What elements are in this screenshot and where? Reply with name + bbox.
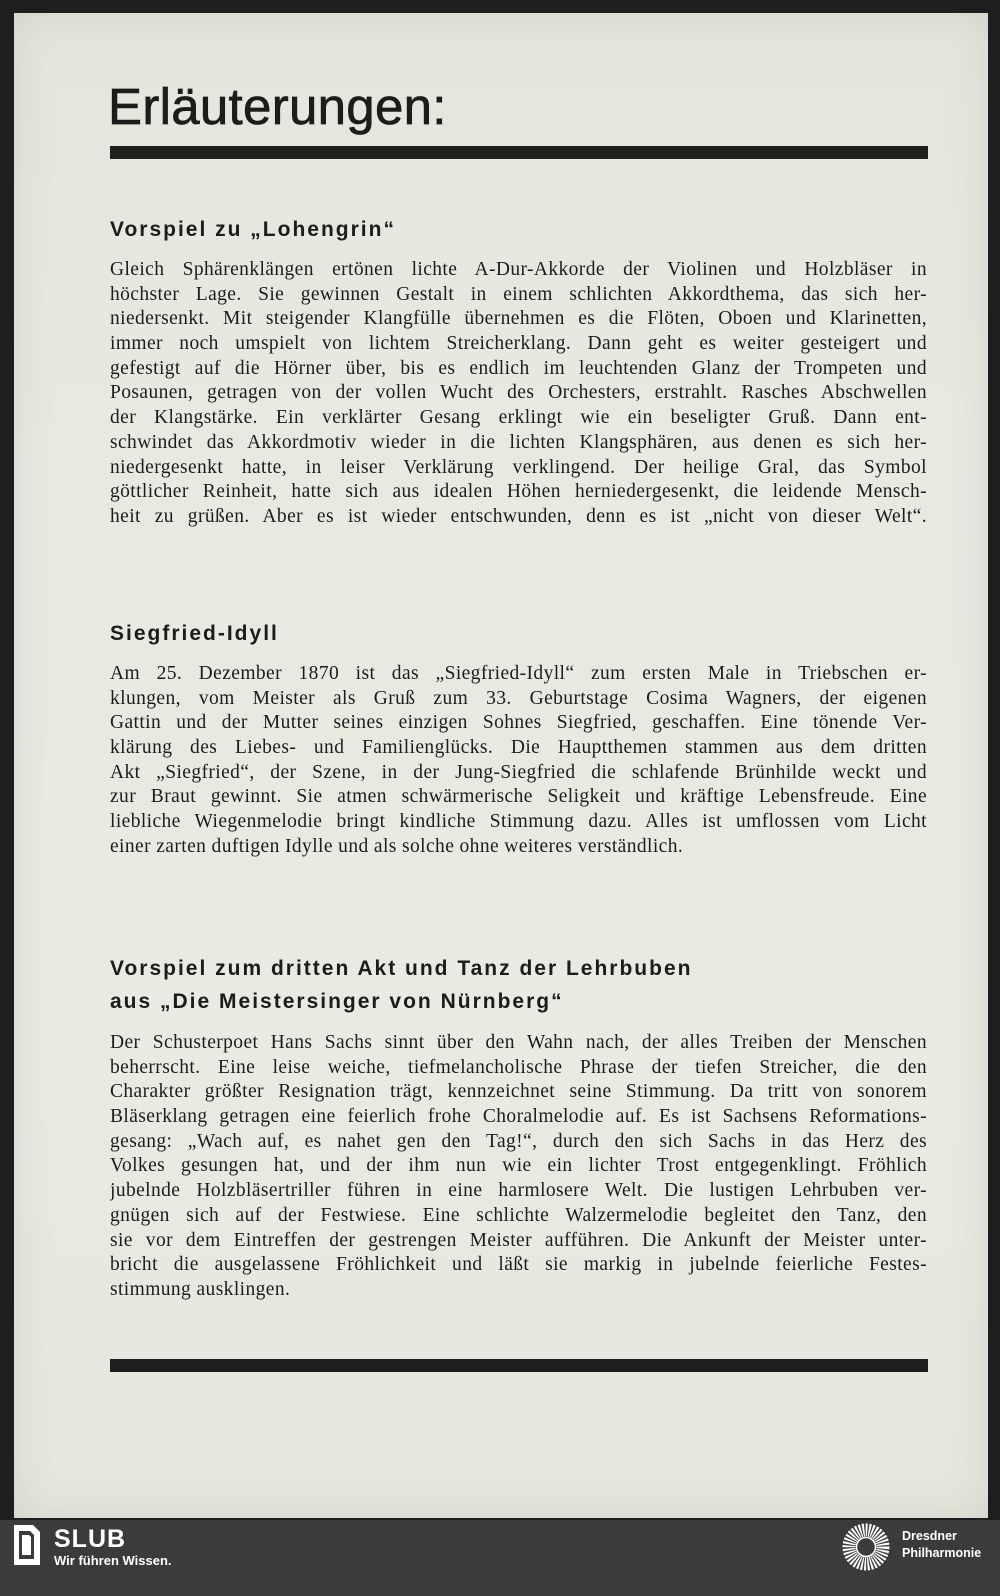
top-rule	[110, 146, 928, 159]
text-line: Bläserklang getragen eine feierlich frohe Choralmelodie auf. Es ist Sachsens Reformations-	[110, 1106, 927, 1128]
text-line: sie vor dem Eintreffen der gestrengen Meister aufführen. Die Ankunft der Meister unter-	[110, 1229, 927, 1251]
text-line: Gattin und der Mutter seines einzigen Sohnes Siegfried, geschaffen. Eine tönende Ver-	[110, 712, 927, 734]
section-text-lohengrin	[110, 258, 927, 530]
text-line: niedersenkt. Mit steigender Klangfülle übernehmen es die Flöten, Oboen und Klarinetten,	[110, 308, 927, 330]
text-line: Posaunen, getragen von der vollen Wucht des Orchesters, erstrahlt. Rasches Abschwellen	[110, 382, 927, 404]
text-line: niedergesenkt hatte, in leiser Verklärung verklingend. Der heilige Gral, das Symbol	[110, 456, 927, 478]
text-line: einer zarten duftigen Idylle und als solche ohne weiteres verständlich.	[110, 835, 684, 857]
section-text-siegfried-idyll	[110, 662, 927, 860]
text-line: Am 25. Dezember 1870 ist das „Siegfried-Idyll“ zum ersten Male in Triebschen er-	[110, 663, 927, 684]
text-line: gnügen sich auf der Festwiese. Eine schlichte Walzermelodie begleitet den Tanz, den	[110, 1204, 927, 1226]
text-line: Charakter größter Resignation trägt, kennzeichnet seine Stimmung. Da tritt von sonorem	[110, 1081, 927, 1103]
text-line: immer noch umspielt von lichtem Streicherklang. Dann geht es weiter gesteigert und	[110, 333, 927, 355]
heading-line: aus „Die Meistersinger von Nürnberg“	[110, 990, 564, 1013]
philharmonie-name-line1: Dresdner	[902, 1529, 957, 1543]
section-heading-meistersinger	[110, 952, 692, 1018]
page-title: Erläuterungen:	[108, 78, 447, 135]
text-line: klungen, vom Meister als Gruß zum 33. Geburtstage Cosima Wagners, der eigenen	[110, 687, 927, 709]
text-line: höchster Lage. Sie gewinnen Gestalt in einem schlichten Akkordthema, das sich her-	[110, 283, 927, 305]
text-line: zur Braut gewinnt. Sie atmen schwärmerische Seligkeit und kräftige Lebensfreude. Eine	[110, 786, 927, 808]
slub-name: SLUB	[54, 1525, 127, 1553]
text-line: klärung des Liebes- und Familienglücks. Die Hauptthemen stammen aus dem dritten	[110, 737, 927, 759]
slub-tagline: Wir führen Wissen.	[54, 1553, 172, 1568]
text-line: Gleich Sphärenklängen ertönen lichte A-Dur-Akkorde der Violinen und Holzbläser in	[110, 259, 927, 280]
bottom-rule	[110, 1359, 928, 1372]
text-line: göttlicher Reinheit, hatte sich aus idealen Höhen herniedergesenkt, die leidende Mensch-	[110, 481, 927, 503]
text-line: gesang: „Wach auf, es nahet gen den Tag!“, durch den sich Sachs in das Herz des	[110, 1130, 927, 1152]
section-heading-lohengrin: Vorspiel zu „Lohengrin“	[110, 218, 396, 241]
heading-line: Vorspiel zum dritten Akt und Tanz der Lehrbuben	[110, 957, 693, 980]
philharmonie-emblem-icon	[840, 1521, 892, 1573]
text-line: jubelnde Holzbläsertriller führen in eine harmlosere Welt. Die lustigen Lehrbuben ver-	[110, 1180, 927, 1202]
text-line: bricht die ausgelassene Fröhlichkeit und läßt sie markig in jubelnde feierliche Festes-	[110, 1254, 927, 1276]
text-line: beherrscht. Eine leise weiche, tiefmelancholische Phrase der tiefen Streicher, die den	[110, 1056, 927, 1078]
text-line: Akt „Siegfried“, der Szene, in der Jung-Siegfried die schlafende Brünhilde weckt und	[110, 761, 927, 783]
text-line: liebliche Wiegenmelodie bringt kindliche Stimmung dazu. Alles ist umflossen vom Licht	[110, 811, 927, 833]
section-text-meistersinger	[110, 1031, 927, 1303]
text-line: stimmung ausklingen.	[110, 1278, 291, 1300]
section-heading-siegfried-idyll: Siegfried-Idyll	[110, 622, 279, 645]
text-line: Der Schusterpoet Hans Sachs sinnt über den Wahn nach, der alles Treiben der Menschen	[110, 1032, 927, 1053]
text-line: der Klangstärke. Ein verklärter Gesang erklingt wie ein beseligter Gruß. Dann ent-	[110, 407, 927, 429]
slub-logo-icon	[12, 1523, 42, 1567]
text-line: Volkes gesungen hat, und der ihm nun wie ein lichter Trost entgegenklingt. Fröhlich	[110, 1155, 927, 1177]
philharmonie-name-line2: Philharmonie	[902, 1546, 982, 1560]
text-line: heit zu grüßen. Aber es ist wieder entschwunden, denn es ist „nicht von dieser Welt“.	[110, 505, 927, 527]
text-line: schwindet das Akkordmotiv wieder in die lichten Klangsphären, aus denen es sich her-	[110, 431, 927, 453]
text-line: gefestigt auf die Hörner über, bis es endlich im leuchtenden Glanz der Trompeten und	[110, 357, 927, 379]
